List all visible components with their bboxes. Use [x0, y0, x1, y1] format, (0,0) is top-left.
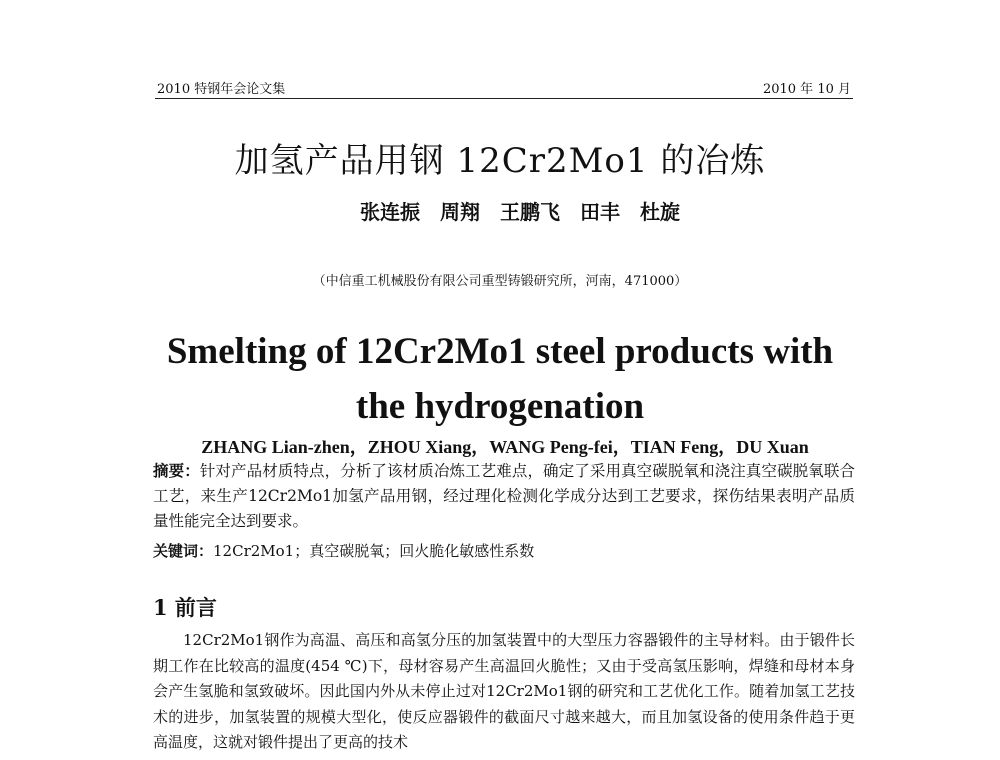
authors-english: ZHANG Lian-zhen，ZHOU Xiang，WANG Peng-fei，TIAN Feng，DU Xuan [201, 437, 809, 457]
abstract-label: 摘要： [153, 461, 200, 480]
keywords [153, 540, 855, 561]
abstract [153, 458, 855, 534]
title-chinese: 加氢产品用钢 12Cr2Mo1 的冶炼 [234, 141, 766, 181]
header-right: 2010 年 10 月 [762, 82, 851, 97]
section-title: 1 前言 [153, 595, 217, 620]
abstract-text: 针对产品材质特点，分析了该材质冶炼工艺难点，确定了采用真空碳脱氧和浇注真空碳脱氧联合工艺，来生产12Cr2Mo1加氢产品用钢，经过理化检测化学成分达到工艺要求，探伤结果表明产品质量性能完全达到要求。 [153, 462, 855, 530]
running-header [155, 76, 853, 99]
title-english-line2: the hydrogenation [355, 386, 645, 427]
affiliation: （中信重工机械股份有限公司重型铸锻研究所，河南，471000） [312, 274, 688, 289]
keywords-text: 12Cr2Mo1；真空碳脱氧；回火脆化敏感性系数 [213, 542, 535, 560]
keywords-label: 关键词： [153, 542, 214, 560]
section-body: 12Cr2Mo1钢作为高温、高压和高氢分压的加氢装置中的大型压力容器锻件的主导材料。由于锻件长期工作在比较高的温度(454 ℃)下，母材容易产生高温回火脆性；又由于受高氢压影响，焊缝和母材本身会产生氢脆和氢致破坏。因此国内外从未停止过对12Cr2Mo1钢的研究和工艺优化工作。随着加氢工艺技术的进步，加氢装置的规模大型化，使反应器锻件的截面尺寸越来越大，而且加氢设备的使用条件趋于更高温度，这就对锻件提出了更高的技术 [153, 631, 855, 751]
title-english-line1: Smelting of 12Cr2Mo1 steel products with [166, 331, 834, 372]
authors-chinese: 张连振 周翔 王鹏飞 田丰 杜旋 [360, 200, 680, 224]
title-english [0, 324, 1000, 434]
header-left: 2010 特钢年会论文集 [157, 82, 286, 97]
